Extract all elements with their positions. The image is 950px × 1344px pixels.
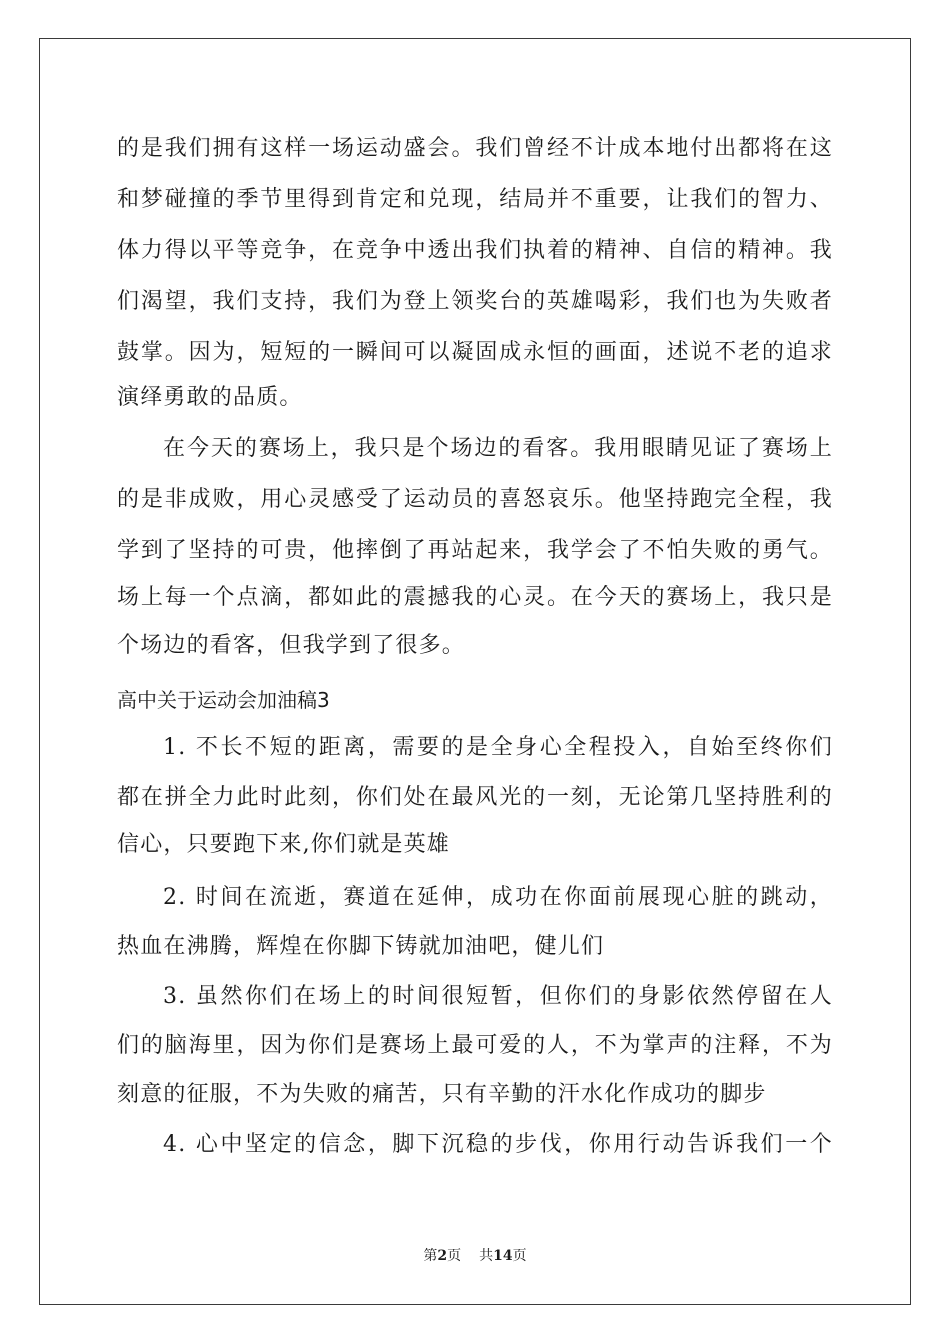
footer-total-prefix: 共 bbox=[479, 1248, 494, 1264]
list-item-line: 4. 心中坚定的信念，脚下沉稳的步伐，你用行动告诉我们一个 bbox=[163, 1132, 833, 1157]
list-item-line: 们的脑海里，因为你们是赛场上最可爱的人，不为掌声的注释，不为 bbox=[117, 1033, 833, 1058]
current-page-number: 2 bbox=[437, 1248, 448, 1264]
page-border bbox=[39, 38, 911, 1305]
paragraph-line: 个场边的看客，但我学到了很多。 bbox=[117, 633, 466, 658]
section-heading: 高中关于运动会加油稿3 bbox=[117, 688, 330, 712]
list-item-line: 2. 时间在流逝，赛道在延伸，成功在你面前展现心脏的跳动， bbox=[163, 885, 833, 910]
list-item-line: 都在拼全力此时此刻，你们处在最风光的一刻，无论第几坚持胜利的 bbox=[117, 785, 833, 810]
list-item-line: 热血在沸腾，辉煌在你脚下铸就加油吧，健儿们 bbox=[117, 934, 605, 959]
paragraph-line: 学到了坚持的可贵，他摔倒了再站起来，我学会了不怕失败的勇气。 bbox=[117, 538, 833, 563]
paragraph-line: 的是我们拥有这样一场运动盛会。我们曾经不计成本地付出都将在这 bbox=[117, 136, 833, 161]
paragraph-line: 场上每一个点滴，都如此的震撼我的心灵。在今天的赛场上，我只是 bbox=[117, 585, 833, 610]
list-item-line: 信心，只要跑下来,你们就是英雄 bbox=[117, 832, 450, 857]
list-item-line: 刻意的征服，不为失败的痛苦，只有辛勤的汗水化作成功的脚步 bbox=[117, 1082, 767, 1107]
total-pages-number: 14 bbox=[493, 1248, 513, 1264]
list-item-line: 1. 不长不短的距离，需要的是全身心全程投入，自始至终你们 bbox=[163, 735, 833, 760]
paragraph-line: 体力得以平等竞争，在竞争中透出我们执着的精神、自信的精神。我 bbox=[117, 238, 833, 263]
paragraph-line: 鼓掌。因为，短短的一瞬间可以凝固成永恒的画面，述说不老的追求 bbox=[117, 340, 833, 365]
footer-total-suffix: 页 bbox=[512, 1248, 527, 1264]
footer-page-suffix: 页 bbox=[447, 1248, 462, 1264]
page-footer bbox=[0, 1247, 950, 1265]
paragraph-line: 们渴望，我们支持，我们为登上领奖台的英雄喝彩，我们也为失败者 bbox=[117, 289, 833, 314]
footer-page-prefix: 第 bbox=[423, 1248, 438, 1264]
paragraph-line: 演绎勇敢的品质。 bbox=[117, 385, 303, 410]
paragraph-line: 的是非成败，用心灵感受了运动员的喜怒哀乐。他坚持跑完全程，我 bbox=[117, 487, 833, 512]
list-item-line: 3. 虽然你们在场上的时间很短暂，但你们的身影依然停留在人 bbox=[163, 984, 833, 1009]
paragraph-line: 和梦碰撞的季节里得到肯定和兑现，结局并不重要，让我们的智力、 bbox=[117, 187, 833, 212]
paragraph-line: 在今天的赛场上，我只是个场边的看客。我用眼睛见证了赛场上 bbox=[163, 436, 833, 461]
